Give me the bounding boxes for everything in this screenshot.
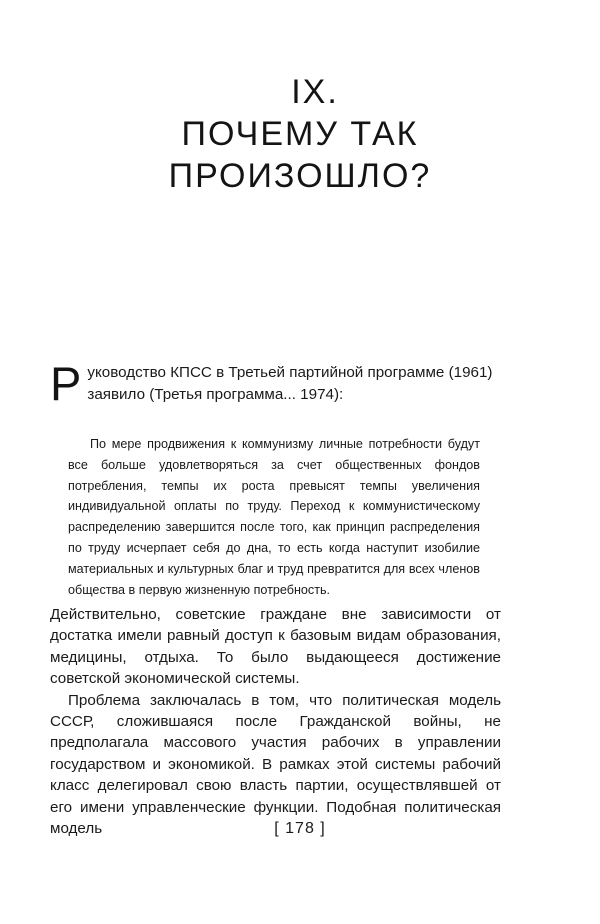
chapter-number: IX. [291, 72, 339, 111]
drop-cap: Р [50, 357, 82, 410]
chapter-title-line-1: ПОЧЕМУ ТАК [181, 114, 419, 153]
page-number: [ 178 ] [274, 820, 326, 837]
lead-paragraph [50, 357, 500, 410]
block-quote: По мере продвижения к коммунизму личные потребности будут все больше удовлетворяться за счет общественных фондов потребления, темпы их роста превысят темпы увеличения индивидуальной оплаты по труду. Переход к коммунистическому распределению завершится после того, как принцип распределения по труду исчерпает себя до дна, то есть когда наступит изобилие материальных и культурных благ и труд превратится для всех членов общества в первую жизненную потребность. [68, 437, 480, 597]
body-paragraph-1: Действительно, советские граждане вне зависимости от достатка имели равный доступ к базовым видам образования, медицины, отдыха. То было выдающееся достижение советской экономической системы. [50, 606, 501, 688]
chapter-title-line-2: ПРОИЗОШЛО? [168, 156, 432, 195]
chapter-heading [0, 71, 600, 197]
lead-text: уководство КПСС в Третьей партийной программе (1961) заявило (Третья программа... 1974): [87, 364, 493, 403]
body-paragraph-2: Проблема заключалась в том, что политическая модель СССР, сложившаяся после Гражданской войны, не предполагала массового участия рабочих в управлении государством и экономикой. В рамках этой системы рабочий класс делегировал свою власть партии, осуществлявшей от его имени управленческие функции. Подобная политическая модель [50, 691, 501, 838]
body-text [50, 604, 501, 839]
